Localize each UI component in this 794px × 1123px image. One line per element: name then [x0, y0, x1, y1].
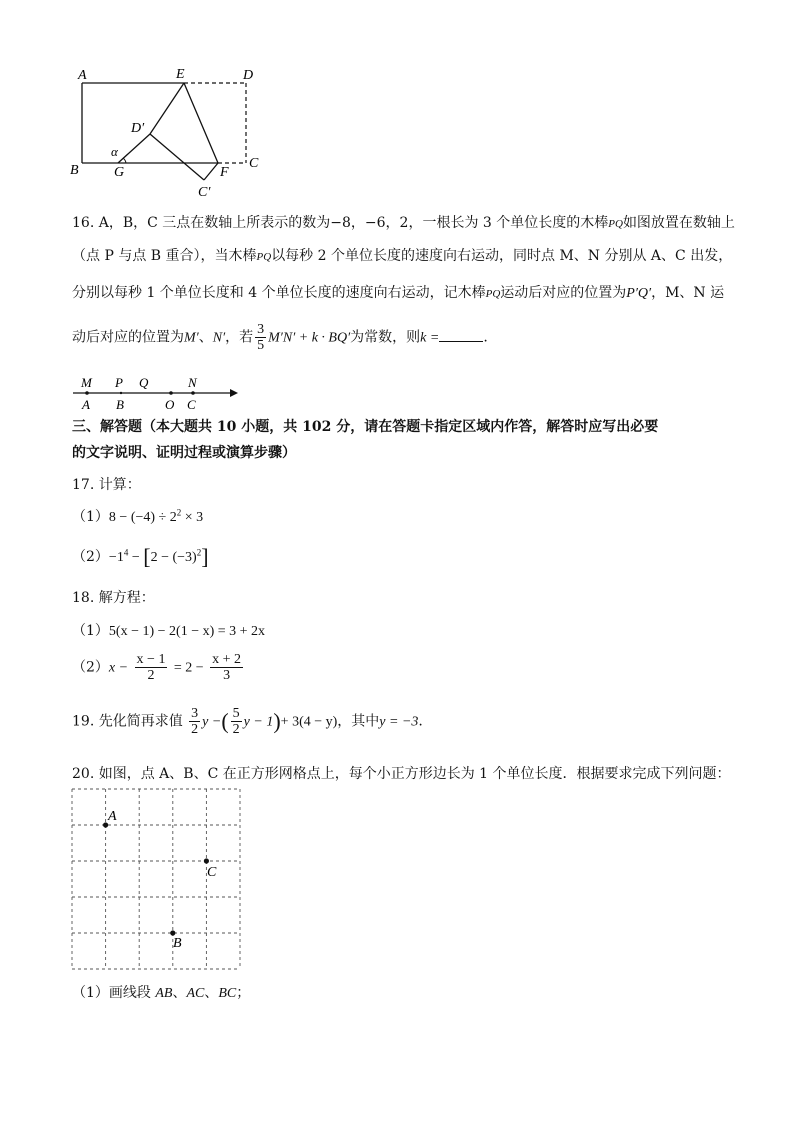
numline-Q: Q: [139, 375, 149, 390]
label-C-prime: C′: [198, 185, 211, 200]
q18-part1: （1）5(x − 1) − 2(1 − x) = 3 + 2x: [72, 623, 266, 639]
label-F: F: [220, 165, 229, 180]
label-A: A: [78, 68, 87, 83]
q16-line2: （点 P 与点 B 重合），当木棒PQ以每秒 2 个单位长度的速度向右运动，同时点 M、N 分别从 A、C 出发，: [72, 248, 733, 264]
q18-part2: （2）x − $\frac{x - 1}{2}$ = 2 − $\frac{x + 2}{3}$: [72, 652, 242, 683]
q16-line4: 动后对应的位置为M′、N′，若 $\frac{3}{5}$ M′N′ + k · BQ′为常数，则k = .: [72, 322, 488, 353]
label-C: C: [249, 156, 259, 171]
section3-heading-line2: 的文字说明、证明过程或演算步骤）: [72, 445, 296, 461]
q16-line1: 16. A，B，C 三点在数轴上所表示的数为−8，−6，2，一根长为 3 个单位长度的木棒PQ如图放置在数轴上: [72, 215, 735, 231]
q18-title: 18. 解方程：: [72, 590, 155, 606]
label-B: B: [70, 163, 79, 178]
q17-title: 17. 计算：: [72, 477, 141, 493]
q17-part2: $(2)-1^4 - [2 - (-3)^2]$: [72, 544, 209, 569]
q19-fraction-2: $\frac{5}{2}$: [232, 706, 240, 737]
q16-fraction: $\frac{3}{5}$: [257, 322, 265, 353]
grid-label-C: C: [207, 865, 217, 880]
numline-A: A: [82, 397, 90, 412]
q20-text: 20. 如图，点 A、B、C 在正方形网格点上，每个小正方形边长为 1 个单位长度．根据要求完成下列问题：: [72, 766, 731, 782]
label-alpha: α: [111, 144, 118, 159]
numline-N: N: [188, 375, 197, 390]
square-grid-figure: [70, 787, 245, 973]
label-D: D: [243, 68, 254, 83]
q16-answer-blank[interactable]: [439, 329, 483, 342]
grid-point-B: [170, 930, 175, 935]
q17-part1: $(1)8 - (-4) \div 2^2 \times 3$: [72, 507, 204, 525]
q16-line3: 分别以每秒 1 个单位长度和 4 个单位长度的速度向右运动，记木棒PQ运动后对应的位置为P′Q′，M、N 运: [72, 285, 725, 301]
numline-M: M: [81, 375, 92, 390]
folded-rectangle-figure: [68, 62, 278, 200]
q19-line: 19. 先化简再求值 $\frac{3}{2}$ y −( $\frac{5}{2}$ y − 1)+ 3(4 − y)，其中y = −3.: [72, 706, 423, 737]
grid-point-C: [204, 858, 209, 863]
numline-B: B: [116, 397, 124, 412]
label-D-prime: D′: [131, 121, 145, 136]
grid-label-A: A: [108, 809, 117, 824]
section3-heading-line1: 三、解答题（本大题共 10 小题，共 102 分，请在答题卡指定区域内作答，解答时应写出必要: [72, 419, 659, 435]
numline-C: C: [187, 397, 196, 412]
label-E: E: [176, 67, 185, 82]
label-G: G: [114, 165, 125, 180]
q19-fraction-1: $\frac{3}{2}$: [191, 706, 199, 737]
numline-O: O: [165, 397, 175, 412]
grid-label-B: B: [173, 936, 182, 951]
numline-P: P: [115, 375, 123, 390]
q18-fraction-1: $\frac{x - 1}{2}$: [136, 652, 166, 683]
q20-sub1: （1）画线段 AB、AC、BC；: [72, 985, 251, 1001]
q18-fraction-2: $\frac{x + 2}{3}$: [212, 652, 242, 683]
number-line-figure: [70, 372, 240, 412]
